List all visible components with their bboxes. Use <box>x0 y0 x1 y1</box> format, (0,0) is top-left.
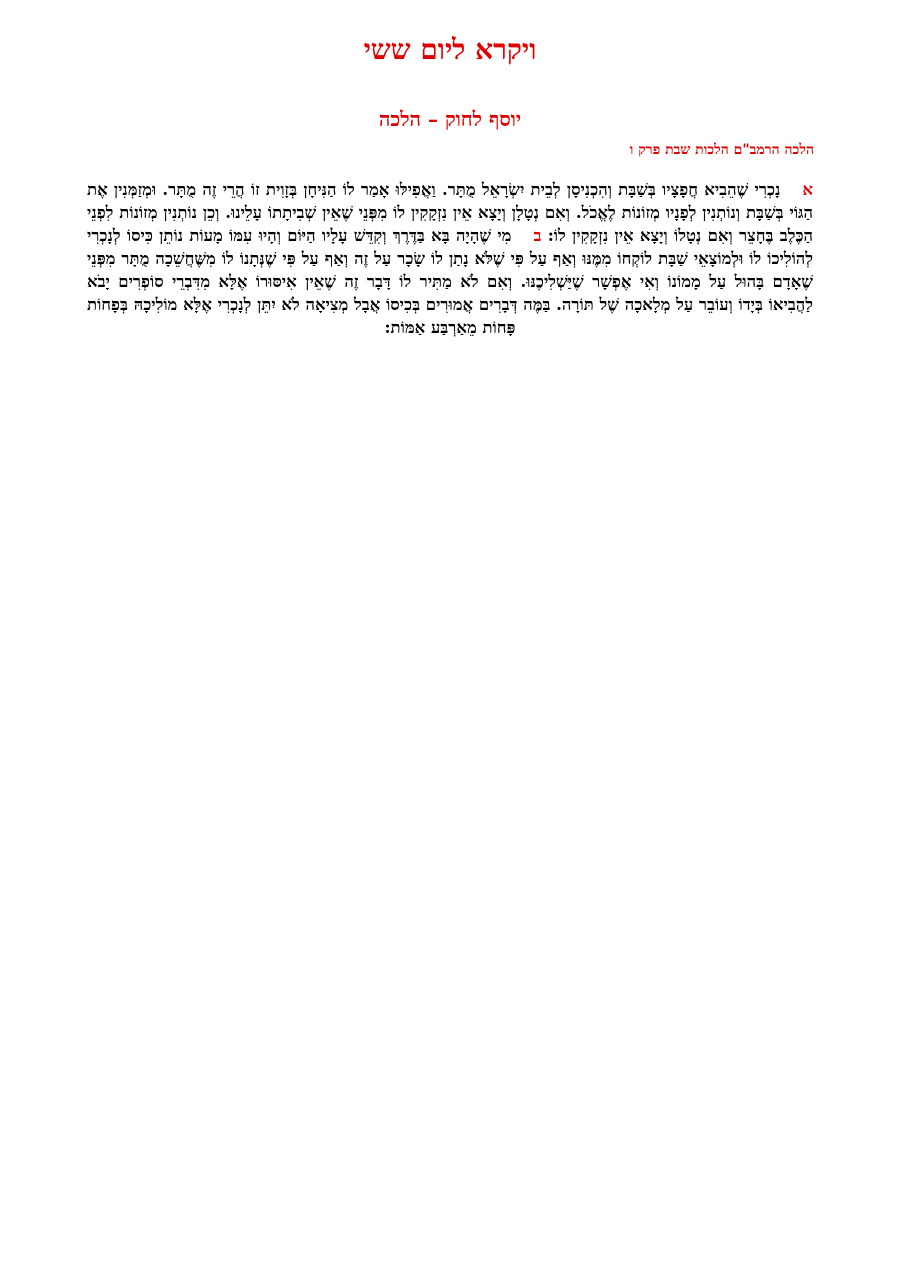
section-text-2: מִי שֶׁהָיָה בָּא בַּדֶּרֶךְ וְקִדֵּשׁ עָלָיו הַיּוֹם וְהָיוּ עִמּוֹ מָעוֹת נוֹתֵן כִּיסוֹ לְנָכְרִי לְהוֹלִיכוֹ לוֹ וּלְמוֹצָאֵי שַׁבָּת לוֹקְחוֹ מִמֶּנּוּ וְאַף עַל פִּי שֶׁלֹּא נָתַן לוֹ שָׂכָר עַל זֶה וְאַף עַל פִּי שֶׁנְּתָנוֹ לוֹ מִשֶּׁחֲשֵׁכָה מֻתָּר מִפְּנֵי שֶׁאָדָם בָּהוּל עַל מָמוֹנוֹ וְאִי אֶפְשָׁר שֶׁיַּשְׁלִיכֶנּוּ. וְאִם לֹא מַתִּיר לוֹ דָּבָר זֶה שֶׁאֵין אִיסּוּרוֹ אֶלָּא מִדִּבְרֵי סוֹפְרִים יָבֹא לַהֲבִיאוֹ בְּיָדוֹ וְעוֹבֵר עַל מְלָאכָה שֶׁל תּוֹרָה. בַּמֶּה דְּבָרִים אֲמוּרִים בְּכִיסוֹ אֲבָל מְצִיאָה לֹא יִתֵּן לְנָכְרִי אֶלָּא מוֹלִיכָהּ בְּפָחוֹת פָּחוֹת מֵאַרְבַּע אַמּוֹת: <box>87 226 813 337</box>
section-text-1: נָכְרִי שֶׁהֵבִיא חֲפָצָיו בְּשַׁבָּת וְהִכְנִיסָן לְבֵית יִשְׂרָאֵל מֻתָּר. וַאֲפִילּוּ אָמַר לוֹ הַנִּיחָן בְּזָוִית זוֹ הֲרֵי זֶה מֻתָּר. וּמְזַמְּנִין אֶת הַגּוֹי בְּשַׁבָּת וְנוֹתְנִין לְפָנָיו מְזוֹנוֹת לֶאֱכֹל. וְאִם נְטָלָן וְיָצָא אֵין נִזְקָקִין לוֹ מִפְּנֵי שֶׁאֵין שְׁבִיתָתוֹ עָלֵינוּ. וְכֵן נוֹתְנִין מְזוֹנוֹת לִפְנֵי הַכֶּלֶב בֶּחָצֵר וְאִם נְטָלוֹ וְיָצָא אֵין נִזְקָקִין לוֹ: <box>87 180 814 245</box>
halacha-body <box>87 178 813 339</box>
section-marker-1: א <box>802 180 813 199</box>
source-reference: הלכה הרמב"ם הלכות שבת פרק ו <box>629 142 814 158</box>
page-title: ויקרא ליום ששי <box>363 33 537 66</box>
section-marker-2: ב <box>533 226 542 245</box>
page-subtitle: יוסף לחוק – הלכה <box>378 107 522 131</box>
